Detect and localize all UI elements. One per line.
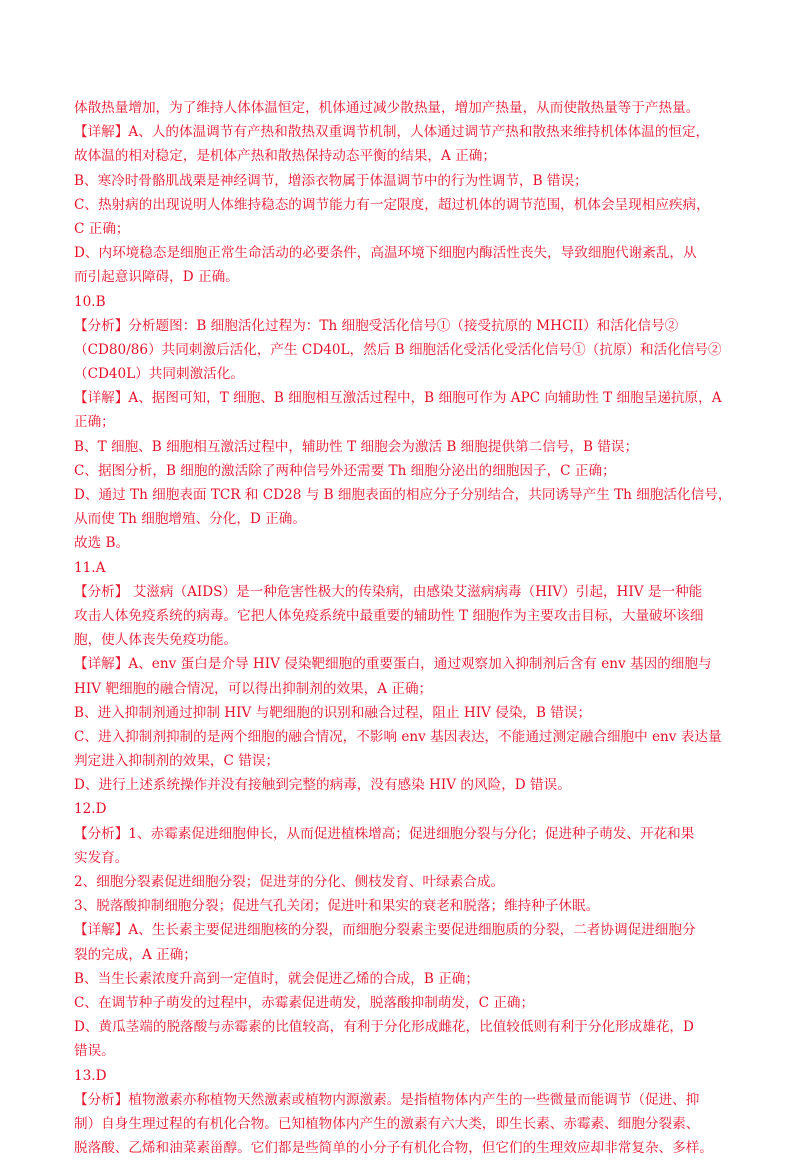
text-line: 【分析】植物激素亦称植物天然激素或植物内源激素。是指植物体内产生的一些微量而能调节（促进、抑 xyxy=(74,1091,700,1108)
text-line: D、黄瓜茎端的脱落酸与赤霉素的比值较高，有利于分化形成雌花，比值较低则有利于分化形成雄花，D xyxy=(74,1019,694,1036)
text-line: 实发育。 xyxy=(74,849,129,866)
text-line: 【详解】A、生长素主要促进细胞核的分裂，而细胞分裂素主要促进细胞质的分裂，二者协调促进细胞分 xyxy=(74,922,696,939)
text-line: C 正确； xyxy=(74,220,130,237)
text-line: 制）自身生理过程的有机化合物。已知植物体内产生的激素有六大类，即生长素、赤霉素、细胞分裂素、 xyxy=(74,1115,700,1132)
text-line: 错误。 xyxy=(74,1043,115,1060)
text-line: B、寒冷时骨骼肌战栗是神经调节，增添衣物属于体温调节中的行为性调节，B 错误； xyxy=(74,172,588,189)
text-line: 从而使 Th 细胞增殖、分化，D 正确。 xyxy=(74,511,306,528)
text-line: HIV 靶细胞的融合情况，可以得出抑制剂的效果，A 正确； xyxy=(74,680,433,697)
answer-explanation-text xyxy=(74,96,744,1160)
text-line: B、进入抑制剂通过抑制 HIV 与靶细胞的识别和融合过程，阻止 HIV 侵染，B 错误； xyxy=(74,704,592,721)
text-line: 【详解】A、人的体温调节有产热和散热双重调节机制，人体通过调节产热和散热来维持机体体温的恒定， xyxy=(74,124,710,141)
text-line: 裂的完成，A 正确； xyxy=(74,946,197,963)
question-answer-key: 13.D xyxy=(74,1067,107,1084)
text-line: D、通过 Th 细胞表面 TCR 和 CD28 与 B 细胞表面的相应分子分别结合，共同诱导产生 Th 细胞活化信号， xyxy=(74,487,732,503)
text-line: D、内环境稳态是细胞正常生命活动的必要条件，高温环境下细胞内酶活性丧失，导致细胞代谢紊乱，从 xyxy=(74,245,697,262)
text-line: 而引起意识障碍，D 正确。 xyxy=(74,269,239,286)
text-line: D、进行上述系统操作并没有接触到完整的病毒，没有感染 HIV 的风险，D 错误。 xyxy=(74,777,571,794)
text-line: 2、细胞分裂素促进细胞分裂；促进芽的分化、侧枝发育、叶绿素合成。 xyxy=(74,874,505,890)
text-line: 【分析】1、赤霉素促进细胞伸长，从而促进植株增高；促进细胞分裂与分化；促进种子萌发、开花和果 xyxy=(74,825,695,842)
question-answer-key: 10.B xyxy=(74,293,106,310)
text-line: C、进入抑制剂抑制的是两个细胞的融合情况，不影响 env 基因表达，不能通过测定融合细胞中 env 表达量 xyxy=(74,728,722,745)
question-answer-key: 12.D xyxy=(74,801,107,818)
text-line: B、当生长素浓度升高到一定值时，就会促进乙烯的合成，B 正确； xyxy=(74,970,479,987)
text-line: 【分析】 艾滋病（AIDS）是一种危害性极大的传染病，由感染艾滋病病毒（HIV）引起，HIV 是一种能 xyxy=(74,583,703,600)
text-line: （CD80/86）共同刺激后活化，产生 CD40L，然后 B 细胞活化受活化受活化信号①（抗原）和活化信号② xyxy=(74,341,722,358)
text-line: C、在调节种子萌发的过程中，赤霉素促进萌发，脱落酸抑制萌发，C 正确； xyxy=(74,994,535,1011)
text-line: B、T 细胞、B 细胞相互激活过程中，辅助性 T 细胞会为激活 B 细胞提供第二信号，B 错误； xyxy=(74,438,639,455)
text-line: 【详解】A、env 蛋白是介导 HIV 侵染靶细胞的重要蛋白，通过观察加入抑制剂后含有 env 基因的细胞与 xyxy=(74,656,712,673)
text-line: 胞，使人体丧失免疫功能。 xyxy=(74,632,238,649)
text-line: 攻击人体免疫系统的病毒。它把人体免疫系统中最重要的辅助性 T 细胞作为主要攻击目标，大量破坏该细 xyxy=(74,607,704,624)
text-line: 【详解】A、据图可知，T 细胞、B 细胞相互激活过程中，B 细胞可作为 APC 向辅助性 T 细胞呈递抗原，A xyxy=(74,390,722,407)
text-line: C、据图分析，B 细胞的激活除了两种信号外还需要 Th 细胞分泌出的细胞因子，C 正确； xyxy=(74,462,616,479)
text-line: 故选 B。 xyxy=(74,535,130,552)
text-line: C、热射病的出现说明人体维持稳态的调节能力有一定限度，超过机体的调节范围，机体会呈现相应疾病， xyxy=(74,196,710,213)
text-line: 判定进入抑制剂的效果，C 错误； xyxy=(74,753,280,770)
text-line: 脱落酸、乙烯和油菜素甾醇。它们都是些简单的小分子有机化合物，但它们的生理效应却非常复杂、多样。 xyxy=(74,1140,713,1157)
text-line: （CD40L）共同刺激活化。 xyxy=(74,366,244,383)
text-line: 体散热量增加，为了维持人体体温恒定，机体通过减少散热量，增加产热量，从而使散热量等于产热量。 xyxy=(74,100,700,116)
text-line: 故体温的相对稳定，是机体产热和散热保持动态平衡的结果，A 正确； xyxy=(74,148,496,165)
text-line: 【分析】分析题图：B 细胞活化过程为：Th 细胞受活化信号①（接受抗原的 MHCII）和活化信号② xyxy=(74,317,679,334)
text-line: 3、脱落酸抑制细胞分裂；促进气孔关闭；促进叶和果实的衰老和脱落；维持种子休眠。 xyxy=(74,898,600,915)
text-line: 正确； xyxy=(74,414,115,431)
question-answer-key: 11.A xyxy=(74,559,106,576)
